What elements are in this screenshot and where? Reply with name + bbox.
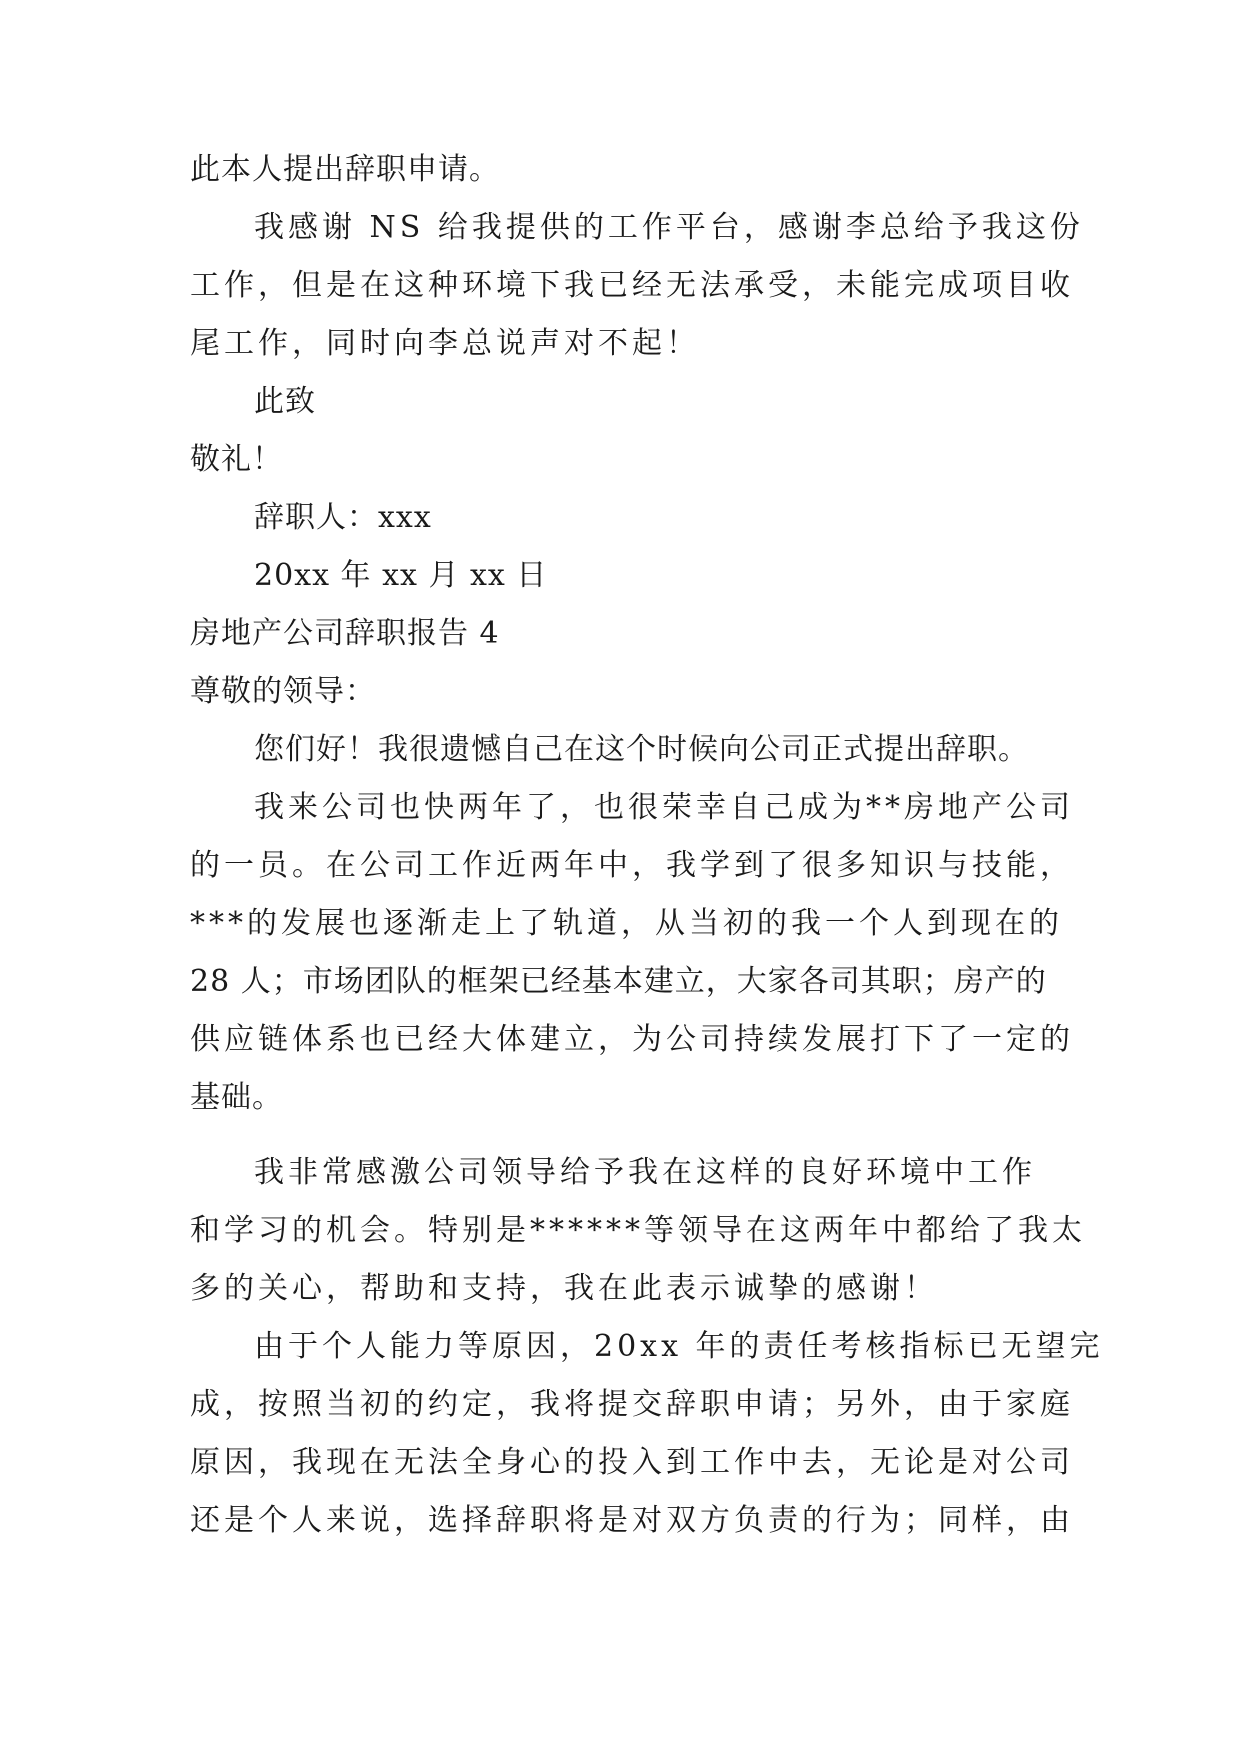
closing-line: 敬礼！ — [190, 442, 283, 477]
paragraph-line: 我非常感激公司领导给予我在这样的良好环境中工作 — [254, 1155, 1036, 1190]
paragraph-line: 由于个人能力等原因，20xx 年的责任考核指标已无望完 — [254, 1329, 1104, 1364]
paragraph-line: 多的关心，帮助和支持，我在此表示诚挚的感谢！ — [190, 1271, 938, 1306]
closing-line: 此致 — [254, 384, 316, 419]
paragraph-line: 成，按照当初的约定，我将提交辞职申请；另外，由于家庭 — [190, 1387, 1074, 1422]
paragraph-line: 此本人提出辞职申请。 — [190, 152, 500, 187]
paragraph-line: ***的发展也逐渐走上了轨道，从当初的我一个人到现在的 — [190, 906, 1063, 941]
paragraph-line: 的一员。在公司工作近两年中，我学到了很多知识与技能， — [190, 848, 1074, 883]
paragraph-line: 尾工作，同时向李总说声对不起！ — [190, 326, 700, 361]
date-line: 20xx 年 xx 月 xx 日 — [254, 558, 548, 593]
paragraph-line: 基础。 — [190, 1080, 283, 1115]
section-title: 房地产公司辞职报告 4 — [190, 616, 500, 651]
paragraph-line: 工作，但是在这种环境下我已经无法承受，未能完成项目收 — [190, 268, 1074, 303]
paragraph-line: 我来公司也快两年了，也很荣幸自己成为**房地产公司 — [254, 790, 1074, 825]
paragraph-line: 28 人；市场团队的框架已经基本建立，大家各司其职；房产的 — [190, 964, 1047, 999]
paragraph-line: 还是个人来说，选择辞职将是对双方负责的行为；同样，由 — [190, 1503, 1074, 1538]
salutation: 尊敬的领导： — [190, 674, 376, 709]
paragraph-line: 原因，我现在无法全身心的投入到工作中去，无论是对公司 — [190, 1445, 1074, 1480]
signature-line: 辞职人：xxx — [254, 500, 432, 535]
paragraph-line: 供应链体系也已经大体建立，为公司持续发展打下了一定的 — [190, 1022, 1074, 1057]
paragraph-line: 和学习的机会。特别是******等领导在这两年中都给了我太 — [190, 1213, 1086, 1248]
paragraph-line: 您们好！我很遗憾自己在这个时候向公司正式提出辞职。 — [254, 732, 1029, 767]
paragraph-line: 我感谢 NS 给我提供的工作平台，感谢李总给予我这份 — [254, 210, 1084, 245]
